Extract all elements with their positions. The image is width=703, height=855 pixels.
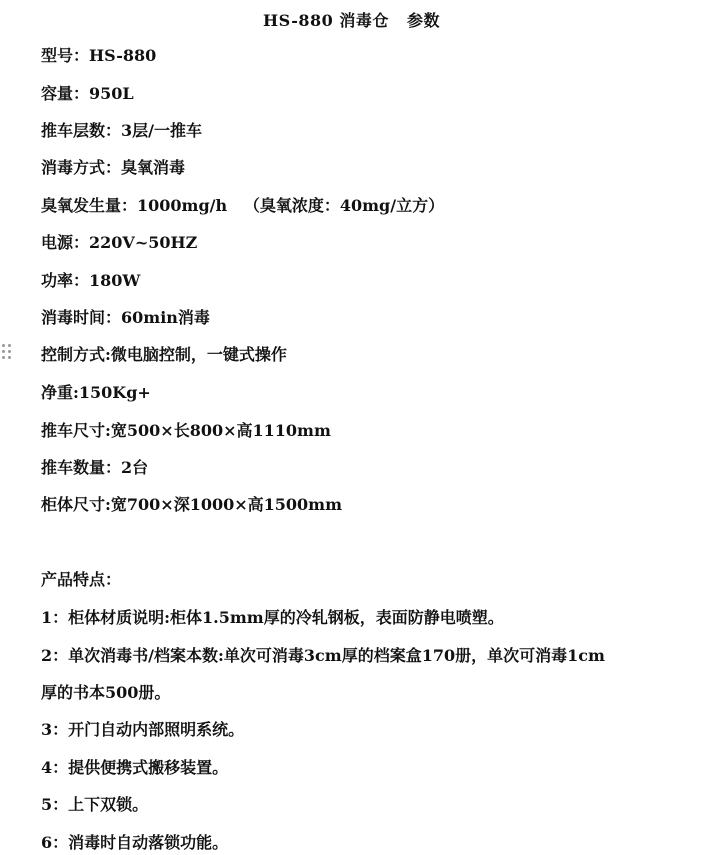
spec-cabinet-dimensions: 柜体尺寸:宽700×深1000×高1500mm [41, 495, 343, 514]
spec-power-supply: 电源：220V~50HZ [41, 233, 198, 252]
spec-cart-dimensions: 推车尺寸:宽500×长800×高1110mm [41, 421, 331, 440]
spec-cart-quantity: 推车数量：2台 [41, 458, 149, 477]
feature-item: 3：开门自动内部照明系统。 [41, 720, 245, 739]
feature-item: 6：消毒时自动落锁功能。 [41, 833, 229, 852]
feature-item-continuation: 厚的书本500册。 [41, 683, 171, 702]
spec-disinfection-time: 消毒时间：60min消毒 [41, 308, 210, 327]
drag-handle-icon[interactable] [2, 344, 12, 360]
feature-item: 2：单次消毒书/档案本数:单次可消毒3cm厚的档案盒170册，单次可消毒1cm [41, 646, 605, 665]
features-heading: 产品特点： [41, 570, 122, 589]
spec-cart-layers: 推车层数：3层/一推车 [41, 121, 202, 140]
spec-control-method: 控制方式:微电脑控制，一键式操作 [41, 345, 287, 364]
spec-net-weight: 净重:150Kg+ [41, 383, 151, 402]
feature-item: 5：上下双锁。 [41, 795, 149, 814]
document-title: HS-880 消毒仓 参数 [262, 11, 441, 30]
spec-ozone-output: 臭氧发生量：1000mg/h （臭氧浓度：40mg/立方） [41, 196, 445, 215]
spec-model: 型号：HS-880 [41, 46, 157, 65]
spec-capacity: 容量：950L [41, 84, 134, 103]
spec-disinfection-method: 消毒方式：臭氧消毒 [41, 158, 186, 177]
feature-item: 1：柜体材质说明:柜体1.5mm厚的冷轧钢板，表面防静电喷塑。 [41, 608, 504, 627]
spec-power-rating: 功率：180W [41, 271, 141, 290]
feature-item: 4：提供便携式搬移装置。 [41, 758, 229, 777]
